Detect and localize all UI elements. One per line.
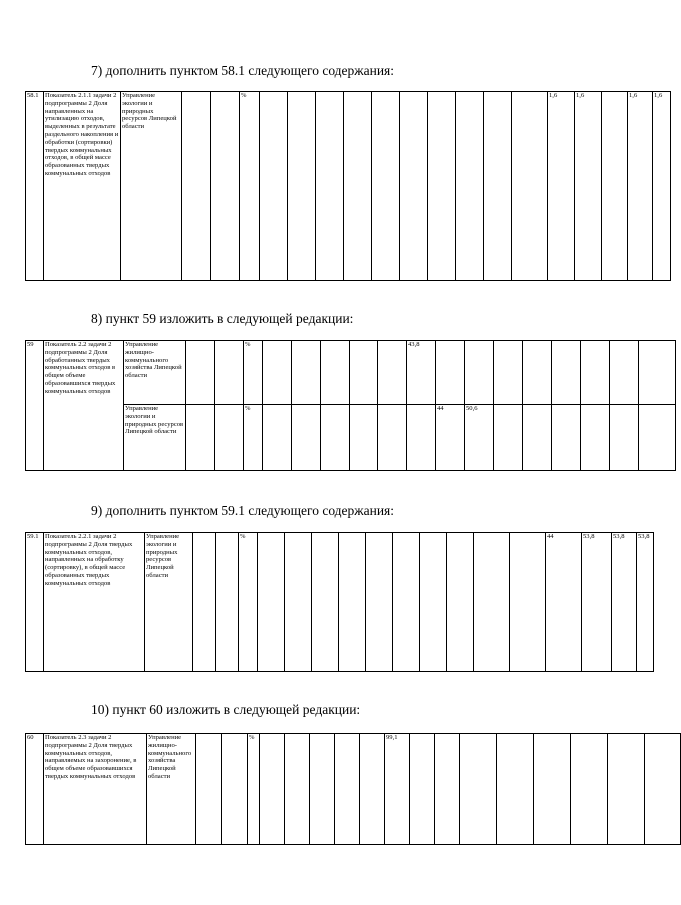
value-cell <box>497 734 534 845</box>
value-cell <box>484 92 512 281</box>
value-cell <box>260 734 285 845</box>
empty-cell <box>186 405 215 471</box>
value-cell <box>494 405 523 471</box>
value-cell <box>344 92 372 281</box>
empty-cell <box>211 92 240 281</box>
value-cell <box>321 341 350 405</box>
empty-cell <box>196 734 222 845</box>
section-59-heading: 8) пункт 59 изложить в следующей редакции: <box>91 311 354 326</box>
value-cell <box>610 405 639 471</box>
section-58-1-heading: 7) дополнить пунктом 58.1 следующего содержания: <box>91 63 395 78</box>
value-cell <box>510 533 546 672</box>
value-cell <box>258 533 285 672</box>
value-cell <box>639 405 676 471</box>
value-cell <box>372 92 400 281</box>
value-cell <box>350 405 378 471</box>
value-cell <box>571 734 608 845</box>
value-cell <box>285 533 312 672</box>
value-cell <box>581 341 610 405</box>
unit-cell: % <box>244 341 263 405</box>
item-number: 59.1 <box>26 533 44 672</box>
value-cell <box>350 341 378 405</box>
unit-cell: % <box>244 405 263 471</box>
value-cell: 43,8 <box>407 341 436 405</box>
value-cell <box>339 533 366 672</box>
value-cell <box>552 341 581 405</box>
item-number: 60 <box>26 734 44 845</box>
value-cell <box>288 92 316 281</box>
table-row <box>26 92 671 281</box>
section-60-heading: 10) пункт 60 изложить в следующей редакции: <box>91 702 361 717</box>
value-cell <box>400 92 428 281</box>
value-cell <box>552 405 581 471</box>
value-cell <box>260 92 288 281</box>
value-cell <box>393 533 420 672</box>
value-cell <box>608 734 645 845</box>
section-59-1-heading: 9) дополнить пунктом 59.1 следующего содержания: <box>91 503 395 518</box>
table-row <box>26 734 681 845</box>
executor-text: Управление экологии и природных ресурсов Липецкой области <box>124 405 186 471</box>
value-cell <box>410 734 435 845</box>
value-cell <box>465 341 494 405</box>
value-cell <box>436 341 465 405</box>
table-item-59 <box>25 340 676 471</box>
table-row <box>26 341 676 405</box>
value-cell <box>534 734 571 845</box>
value-cell: 50,6 <box>465 405 494 471</box>
indicator-text: Показатель 2.3 задачи 2 подпрограммы 2 Доля твердых коммунальных отходов, направляемых на захоронение, в общем объеме образовавшихся твердых коммунальных отходов <box>44 734 147 845</box>
table-item-60 <box>25 733 681 845</box>
value-cell <box>360 734 385 845</box>
executor-text: Управление жилищно-коммунального хозяйства Липецкой области <box>147 734 196 845</box>
table-item-58-1 <box>25 91 671 281</box>
value-cell <box>378 341 407 405</box>
indicator-text: Показатель 2.1.1 задачи 2 подпрограммы 2 Доля направленных на утилизацию отходов, выделенных в результате раздельного накопления и обработки (сортировки) твердых коммунальных отходов, в общей массе образованных твердых коммунальных отходов <box>44 92 121 281</box>
table-row <box>26 533 654 672</box>
indicator-text: Показатель 2.2.1 задачи 2 подпрограммы 2 Доля твердых коммунальных отходов, направленных на обработку (сортировку), в общей массе образованных твердых коммунальных отходов <box>44 533 145 672</box>
value-cell: 53,8 <box>637 533 654 672</box>
value-cell: 53,8 <box>582 533 612 672</box>
value-cell: 99,1 <box>385 734 410 845</box>
value-cell <box>460 734 497 845</box>
value-cell <box>494 341 523 405</box>
value-cell <box>639 341 676 405</box>
value-cell: 1,6 <box>575 92 602 281</box>
value-cell <box>263 341 292 405</box>
unit-cell: % <box>248 734 260 845</box>
value-cell <box>523 405 552 471</box>
value-cell <box>292 405 321 471</box>
empty-cell <box>215 405 244 471</box>
value-cell <box>292 341 321 405</box>
value-cell <box>335 734 360 845</box>
empty-cell <box>182 92 211 281</box>
empty-cell <box>215 341 244 405</box>
value-cell <box>447 533 474 672</box>
value-cell <box>602 92 628 281</box>
empty-cell <box>222 734 248 845</box>
table-row <box>26 405 676 471</box>
value-cell <box>645 734 681 845</box>
empty-cell <box>193 533 216 672</box>
value-cell <box>378 405 407 471</box>
value-cell <box>263 405 292 471</box>
unit-cell: % <box>239 533 258 672</box>
executor-text: Управление жилищно-коммунального хозяйства Липецкой области <box>124 341 186 405</box>
value-cell <box>321 405 350 471</box>
value-cell: 1,6 <box>548 92 575 281</box>
value-cell <box>581 405 610 471</box>
empty-cell <box>186 341 215 405</box>
value-cell <box>610 341 639 405</box>
value-cell: 1,6 <box>628 92 653 281</box>
value-cell <box>285 734 310 845</box>
executor-text: Управление экологии и природных ресурсов Липецкой области <box>121 92 182 281</box>
value-cell: 53,8 <box>612 533 637 672</box>
executor-text: Управление экологии и природных ресурсов Липецкой области <box>145 533 193 672</box>
value-cell <box>435 734 460 845</box>
value-cell <box>420 533 447 672</box>
value-cell <box>312 533 339 672</box>
value-cell <box>407 405 436 471</box>
value-cell <box>366 533 393 672</box>
value-cell <box>512 92 548 281</box>
value-cell <box>316 92 344 281</box>
indicator-text: Показатель 2.2 задачи 2 подпрограммы 2 Доля обработанных твердых коммунальных отходов в общем объеме образовавшихся твердых коммунальных отходов <box>44 341 124 471</box>
item-number: 59 <box>26 341 44 471</box>
value-cell <box>523 341 552 405</box>
empty-cell <box>216 533 239 672</box>
unit-cell: % <box>240 92 260 281</box>
value-cell <box>428 92 456 281</box>
value-cell <box>456 92 484 281</box>
value-cell <box>310 734 335 845</box>
item-number: 58.1 <box>26 92 44 281</box>
value-cell: 44 <box>546 533 582 672</box>
value-cell: 1,6 <box>653 92 671 281</box>
value-cell: 44 <box>436 405 465 471</box>
table-item-59-1 <box>25 532 654 672</box>
value-cell <box>474 533 510 672</box>
